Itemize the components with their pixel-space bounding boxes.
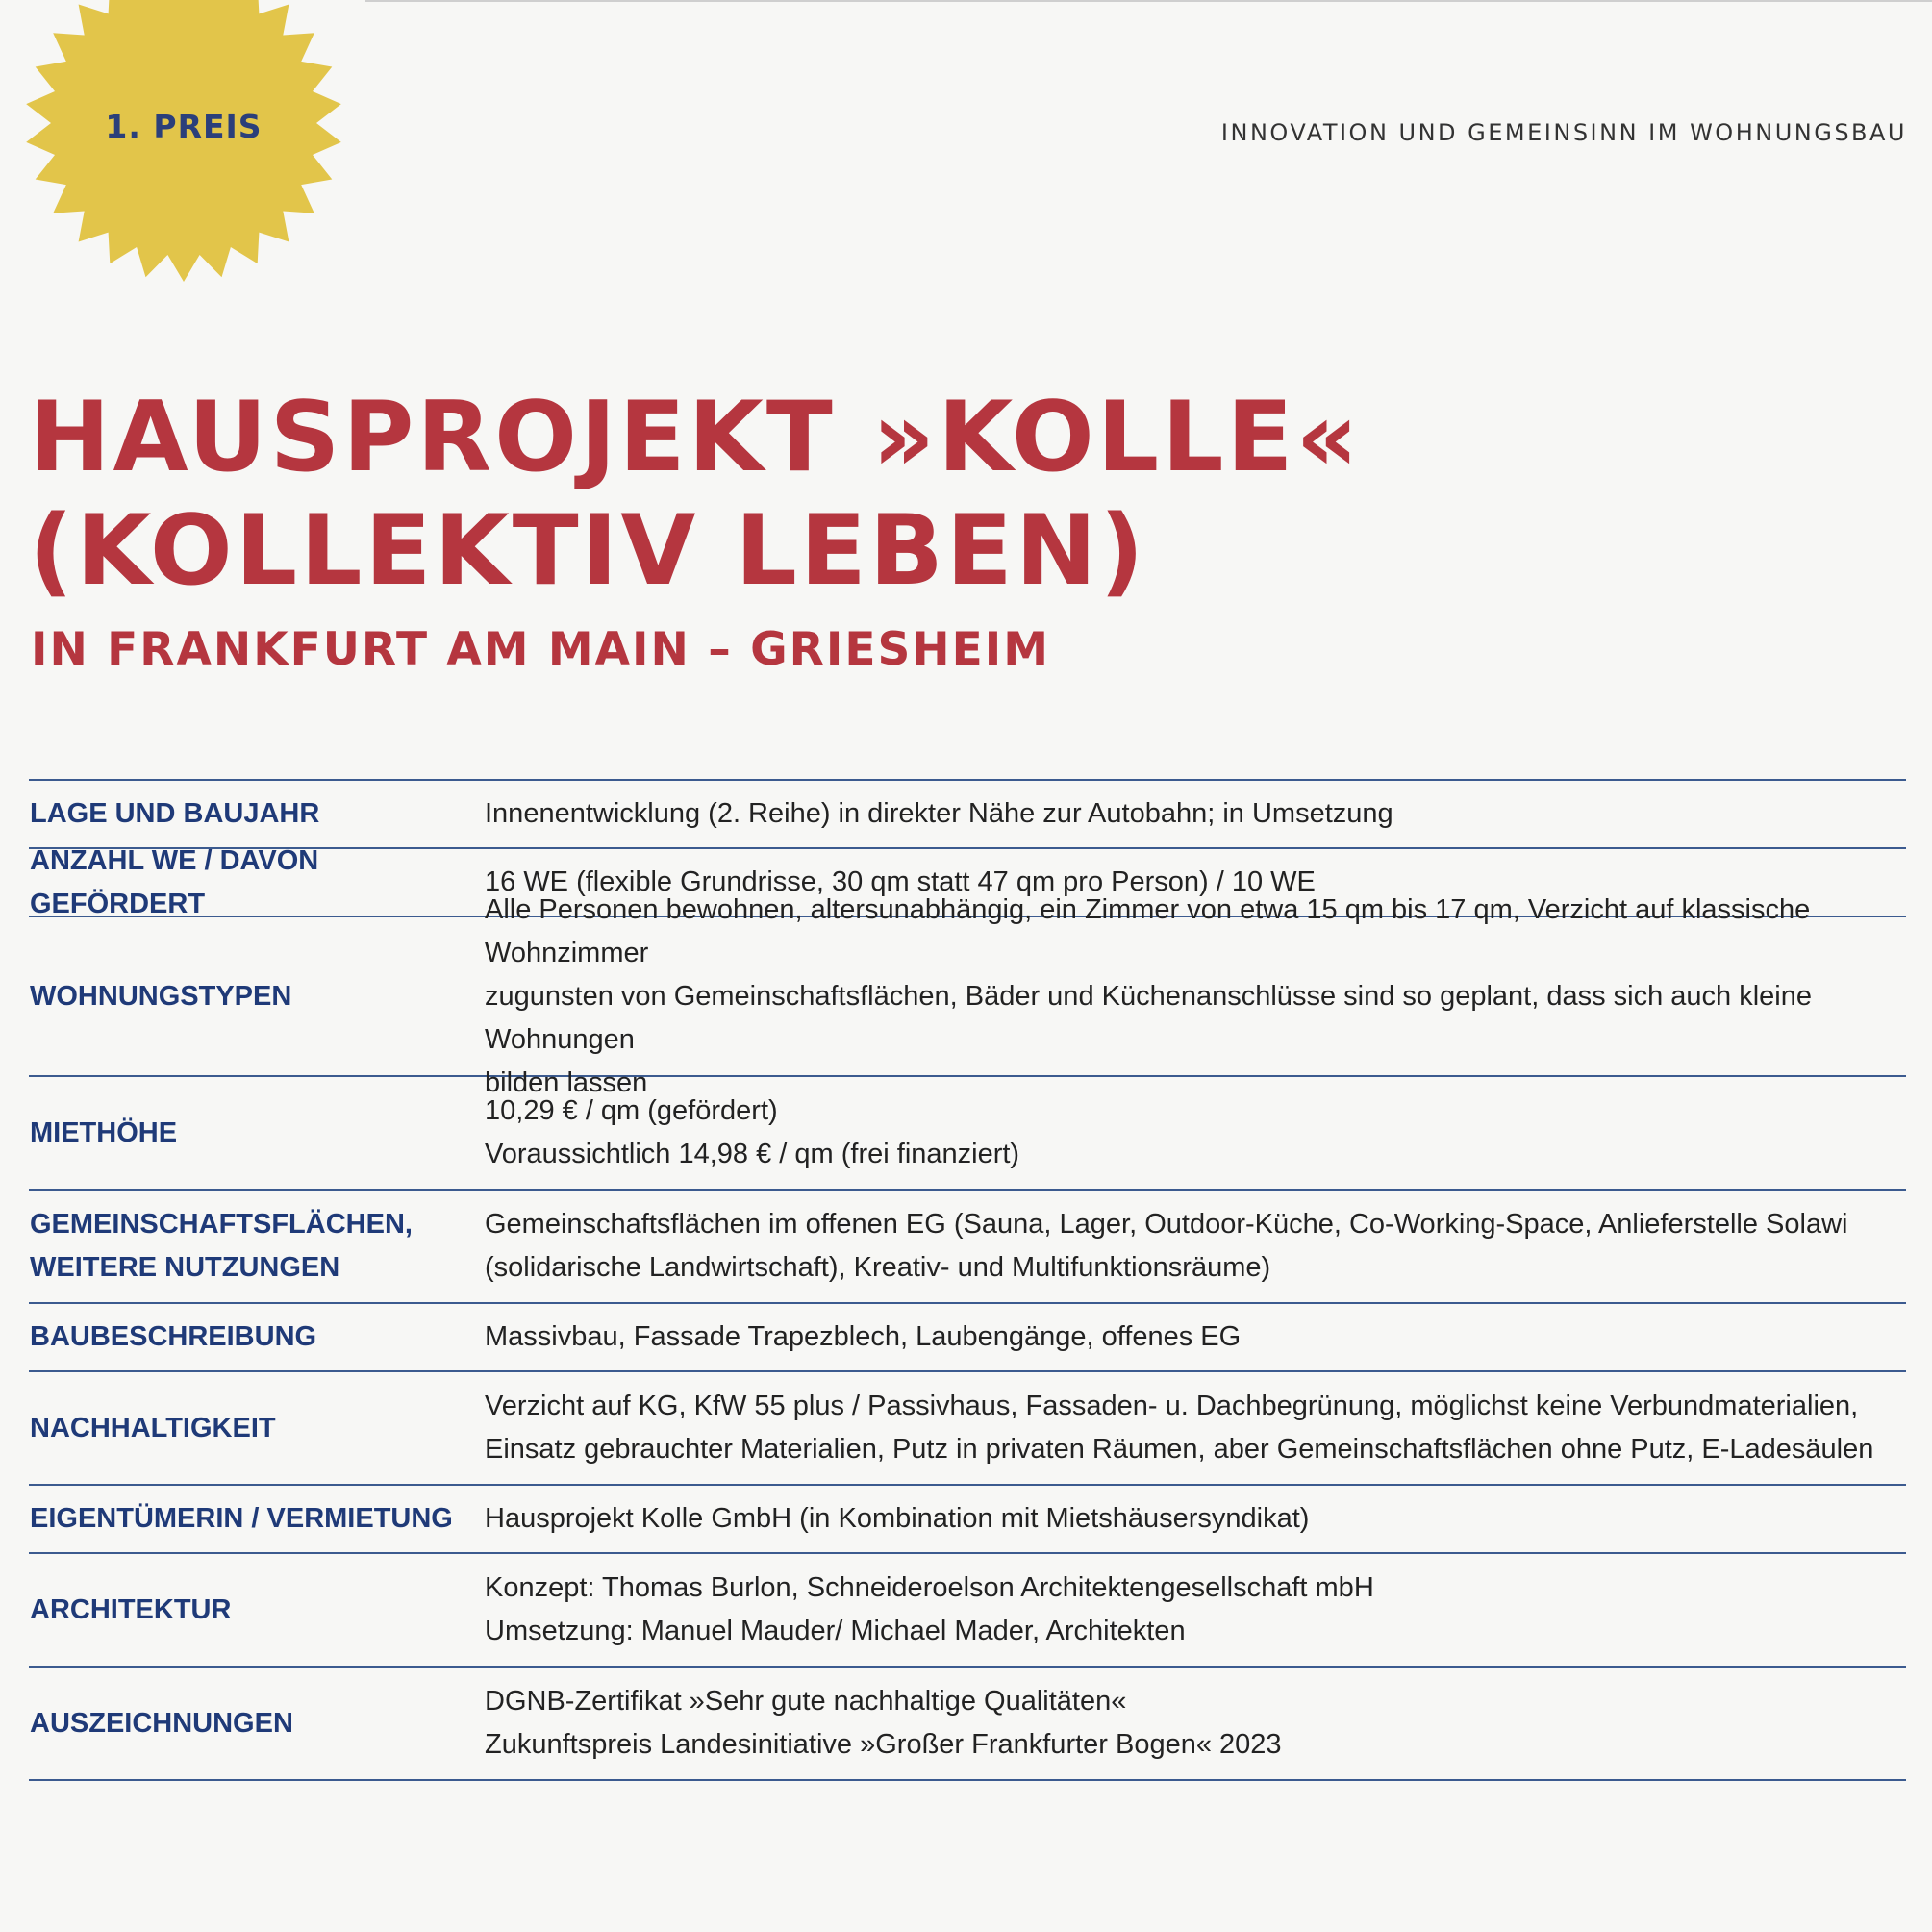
fact-value: Konzept: Thomas Burlon, Schneideroelson Architektengesellschaft mbH Umsetzung: Manuel Mauder/ Michael Mader, Architekten [485, 1572, 1374, 1646]
fact-label: LAGE UND BAUJAHR [30, 798, 320, 829]
title-line-2: (KOLLEKTIV LEBEN) [29, 493, 1147, 607]
fact-label: BAUBESCHREIBUNG [30, 1321, 317, 1352]
fact-row [29, 1372, 1906, 1486]
facts-table [29, 779, 1906, 1781]
page-title [29, 380, 1362, 607]
fact-label: ANZAHL WE / DAVON GEFÖRDERT [30, 844, 319, 919]
award-label: 1. PREIS [105, 108, 263, 145]
fact-row [29, 1486, 1906, 1554]
award-badge [21, 0, 346, 289]
fact-row [29, 1191, 1906, 1304]
fact-value: Massivbau, Fassade Trapezblech, Laubengänge, offenes EG [485, 1321, 1242, 1352]
fact-label: WOHNUNGSTYPEN [30, 980, 292, 1012]
fact-label: NACHHALTIGKEIT [30, 1412, 276, 1443]
title-line-1: HAUSPROJEKT »KOLLE« [29, 380, 1362, 493]
fact-value: 16 WE (flexible Grundrisse, 30 qm statt 47 qm pro Person) / 10 WE [485, 866, 1316, 897]
fact-label: ARCHITEKTUR [30, 1593, 232, 1625]
fact-label: EIGENTÜMERIN / VERMIETUNG [30, 1503, 453, 1534]
fact-label: AUSZEICHNUNGEN [30, 1707, 293, 1739]
fact-value: Gemeinschaftsflächen im offenen EG (Sauna, Lager, Outdoor-Küche, Co-Working-Space, Anlieferstelle Solawi (solidarische Landwirtschaft), Kreativ- und Multifunktionsräume) [485, 1209, 1848, 1283]
fact-row [29, 1668, 1906, 1781]
fact-row [29, 1554, 1906, 1668]
fact-value: 10,29 € / qm (gefördert) Voraussichtlich 14,98 € / qm (frei finanziert) [485, 1095, 1020, 1169]
fact-value: DGNB-Zertifikat »Sehr gute nachhaltige Qualitäten« Zukunftspreis Landesinitiative »Großer Frankfurter Bogen« 2023 [485, 1686, 1282, 1760]
fact-value: Hausprojekt Kolle GmbH (in Kombination mit Mietshäusersyndikat) [485, 1503, 1310, 1534]
fact-row [29, 1304, 1906, 1372]
top-rule [365, 0, 1932, 2]
fact-label: GEMEINSCHAFTSFLÄCHEN, WEITERE NUTZUNGEN [30, 1209, 413, 1283]
header-tagline: INNOVATION UND GEMEINSINN IM WOHNUNGSBAU [1220, 119, 1907, 146]
fact-value: Verzicht auf KG, KfW 55 plus / Passivhaus, Fassaden- u. Dachbegrünung, möglichst keine Verbundmaterialien, Einsatz gebrauchter Materialien, Putz in privaten Räumen, aber Gemeinschaftsflächen ohne Putz, E-Ladesäulen [485, 1391, 1874, 1465]
page-subtitle: IN FRANKFURT AM MAIN – GRIESHEIM [31, 623, 1050, 676]
fact-row [29, 1077, 1906, 1191]
fact-value: Innenentwicklung (2. Reihe) in direkter Nähe zur Autobahn; in Umsetzung [485, 798, 1393, 829]
fact-label: MIETHÖHE [30, 1117, 178, 1148]
fact-value: Alle Personen bewohnen, altersunabhängig, ein Zimmer von etwa 15 qm bis 17 qm, Verzicht auf klassische Wohnzimmer zugunsten von Gemeinschaftsflächen, Bäder und Küchenanschlüsse sind so geplant, dass sich auch kleine Wohnungen bilden lassen [485, 893, 1812, 1098]
fact-row [29, 893, 1906, 1098]
